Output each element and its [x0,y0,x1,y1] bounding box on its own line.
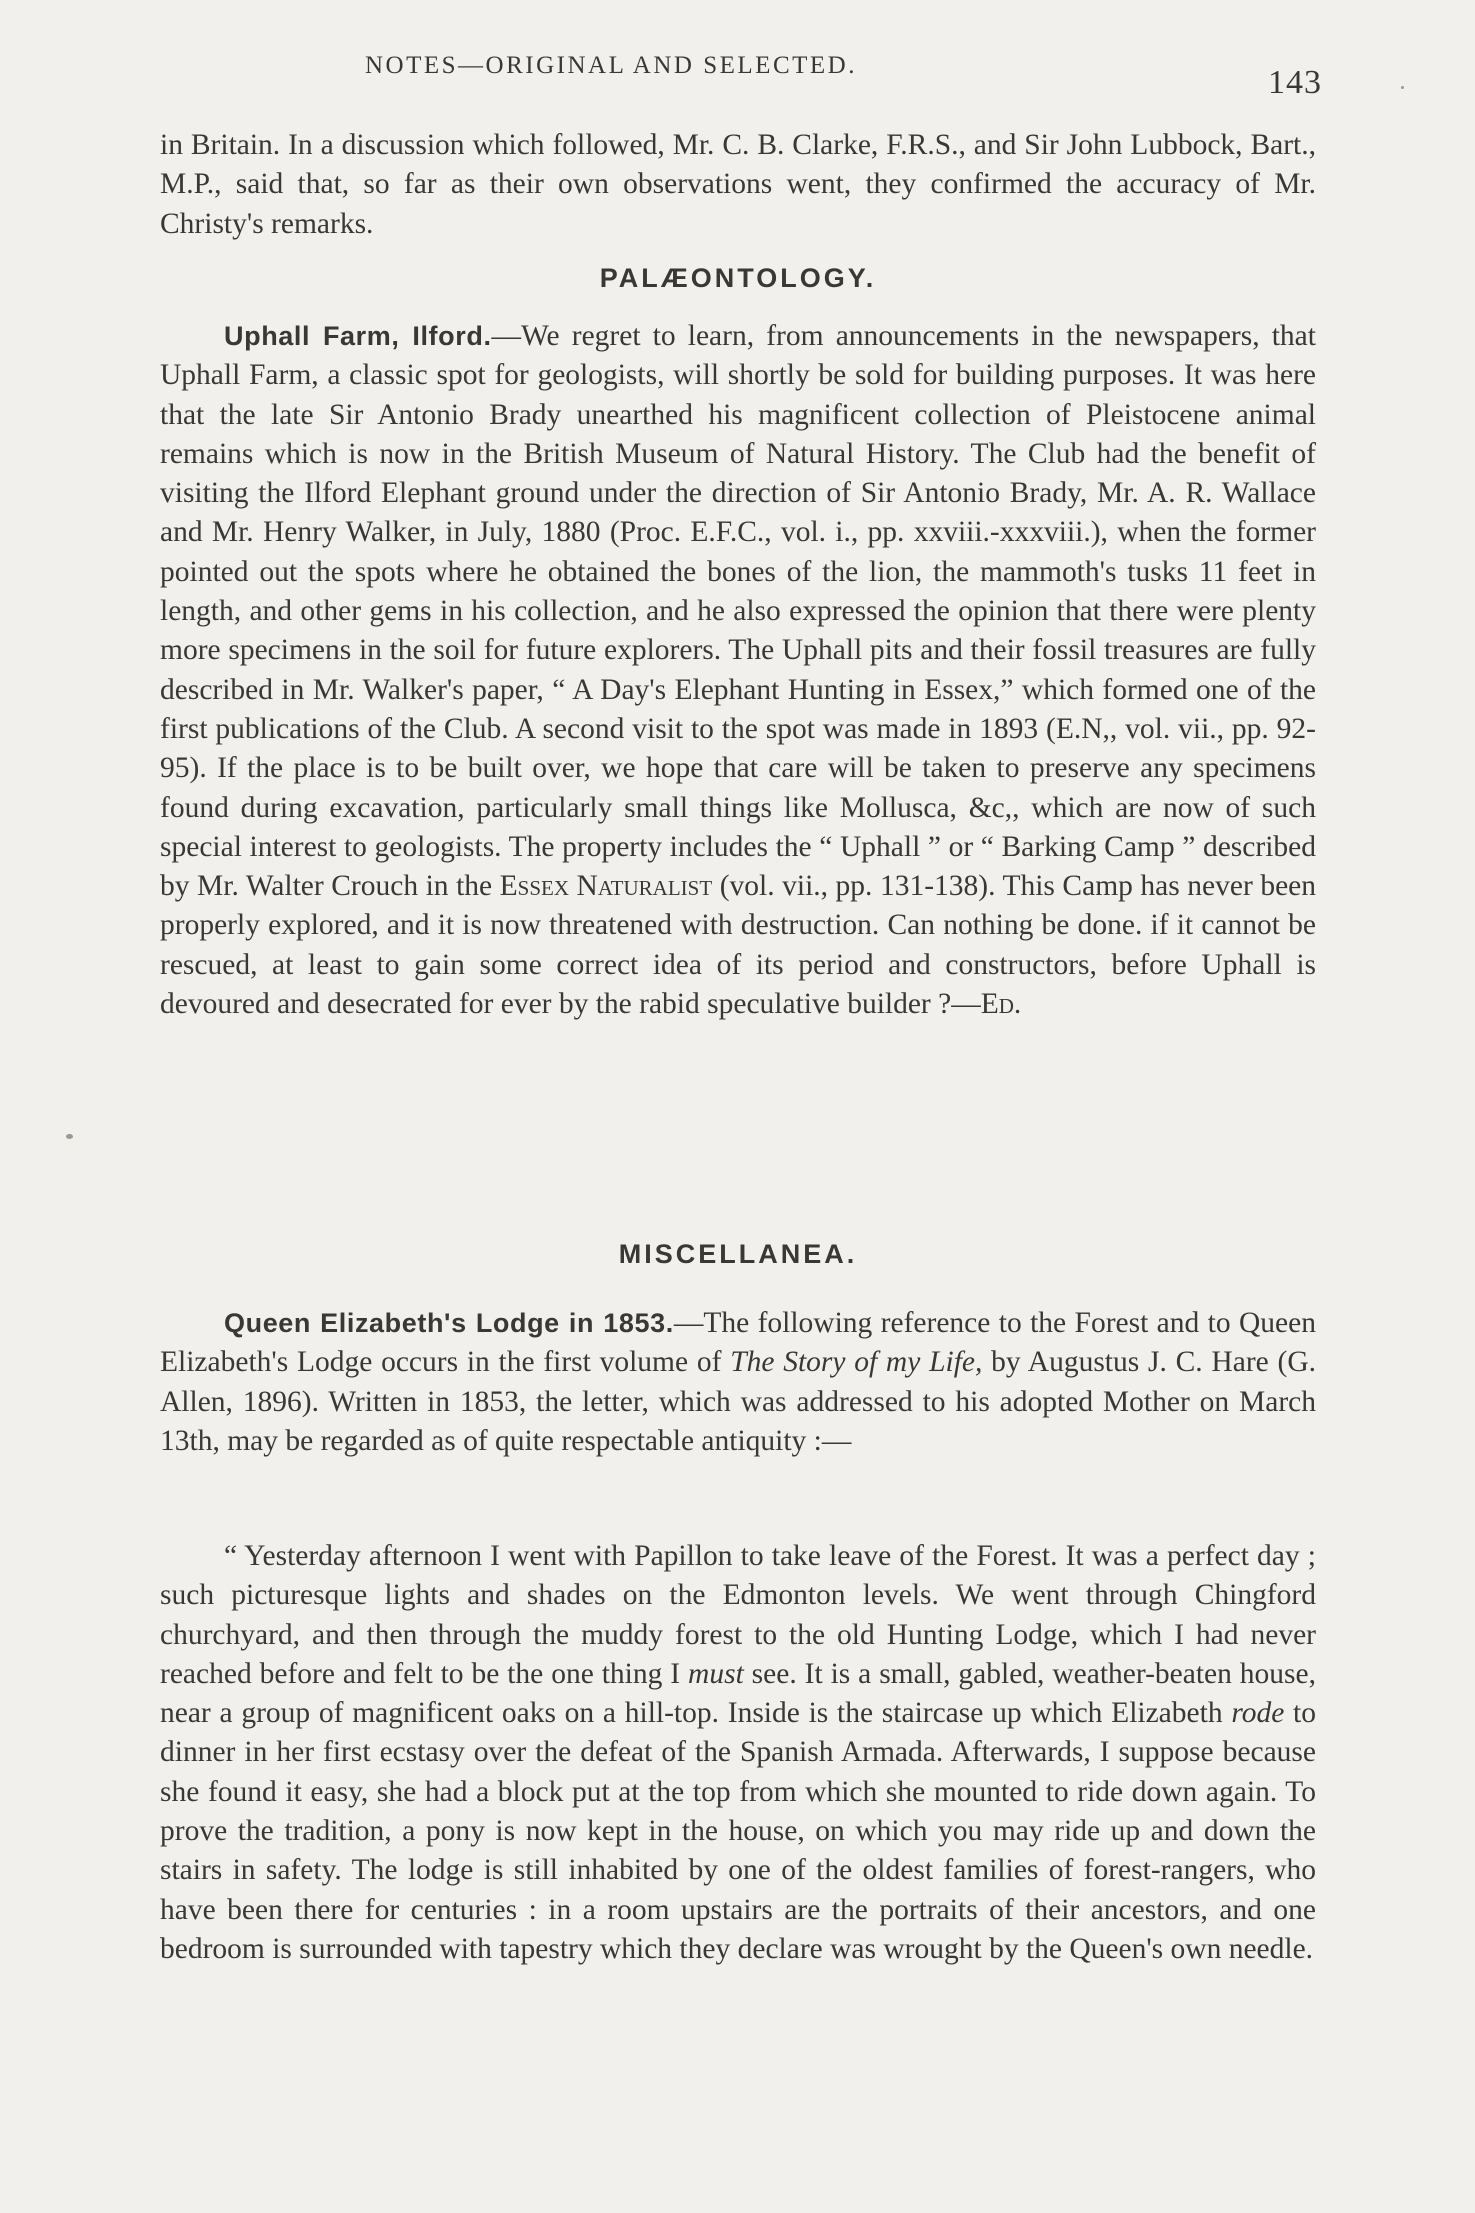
uphall-text-b: (vol. vii., pp. 131-138). This Camp has never been properly explored, and it is now threatened with destruction. Can nothing be done. if it cannot be rescued, at least to gain some correct idea of its period and constructors, before Uphall is devoured and desecrated for ever by the rabid speculative builder ?— [160,870,1317,1021]
quote-text-c: to dinner in her first ecstasy over the defeat of the Spanish Armada. Afterwards, I suppose because she found it easy, she had a block put at the top from which she mounted to ride down again. To prove the tradition, a pony is now kept in the house, on which you may ride up and down the stairs in safety. The lodge is still inhabited by one of the oldest families of forest-rangers, who have been there for centuries : in a room upstairs are the portraits of their ancestors, and one bedroom is surrounded with tapestry which they declare was wrought by the Queen's own needle. [160,1697,1316,1965]
paper-speck [66,1134,73,1139]
book-title: The Story of my Life, [730,1346,983,1379]
uphall-text-a: —We regret to learn, from announcements in the newspapers, that Uphall Farm, a classic spot for geologists, will shortly be sold for building purposes. It was here that the late Sir Antonio Brady unearthed his magnificent collection of Pleistocene animal remains which is now in the British Museum of Natural History. The Club had the benefit of visiting the Ilford Elephant ground under the direction of Sir Antonio Brady, Mr. A. R. Wallace and Mr. Henry Walker, in July, 1880 (Proc. E.F.C., vol. i., pp. xxviii.-xxxviii.), when the former pointed out the spots where he obtained the bones of the lion, the mammoth's tusks 11 feet in length, and other gems in his collection, and he also expressed the opinion that there were plenty more specimens in the soil for future explorers. The Uphall pits and their fossil treasures are fully described in Mr. Walker's paper, “ A Day's Elephant Hunting in Essex,” which formed one of the first publications of the Club. A second visit to the spot was made in 1893 (E.N,, vol. vii., pp. 92-95). If the place is to be built over, we hope that care will be taken to preserve any specimens found during excavation, particularly small things like Mollusca, &c,, which are now of such special interest to geologists. The property includes the “ Uphall ” or “ Barking Camp ” described by Mr. Walter Crouch in the [160,320,1316,903]
lodge-intro-a: —The following reference to the Forest and to Queen Elizabeth's Lodge occurs in the first volume of [160,1307,1316,1379]
uphall-farm-title: Uphall Farm, Ilford. [224,321,492,351]
quote-text-b: see. It is a small, gabled, weather-beaten house, near a group of magnificent oaks on a hill-top. Inside is the staircase up which Elizabeth [160,1657,1317,1730]
uphall-farm-paragraph [160,317,1316,1024]
continued-paragraph: in Britain. In a discussion which followed, Mr. C. B. Clarke, F.R.S., and Sir John Lubbock, Bart., M.P., said that, so far as their own observations went, they confirmed the accuracy of Mr. Christy's remarks. [160,129,1316,240]
letter-quotation [160,1537,1316,1969]
paper-speck [1401,86,1404,89]
quote-emphasis-must: must [688,1657,744,1690]
lodge-intro-b: by Augustus J. C. Hare (G. Allen, 1896). Written in 1853, the letter, which was addressed to his adopted Mother on March 13th, may be regarded as of quite respectable antiquity :— [160,1346,1316,1457]
page-number: 143 [1268,64,1322,101]
journal-name: Essex Naturalist [499,870,713,903]
quote-emphasis-rode: rode [1231,1697,1285,1730]
editor-signature: Ed. [980,988,1022,1021]
running-head: NOTES—ORIGINAL AND SELECTED. [365,52,857,79]
section-heading-miscellanea: MISCELLANEA. [618,1239,858,1269]
quote-text-a: “ Yesterday afternoon I went with Papillon to take leave of the Forest. It was a perfect day ; such picturesque lights and shades on the Edmonton levels. We went through Chingford churchyard, and then through the muddy forest to the old Hunting Lodge, which I had never reached before and felt to be the one thing I [160,1540,1316,1690]
queen-elizabeth-lodge-paragraph [160,1304,1316,1461]
section-heading-palaeontology: PALÆONTOLOGY. [599,263,877,293]
queen-elizabeth-lodge-title: Queen Elizabeth's Lodge in 1853. [224,1308,674,1338]
